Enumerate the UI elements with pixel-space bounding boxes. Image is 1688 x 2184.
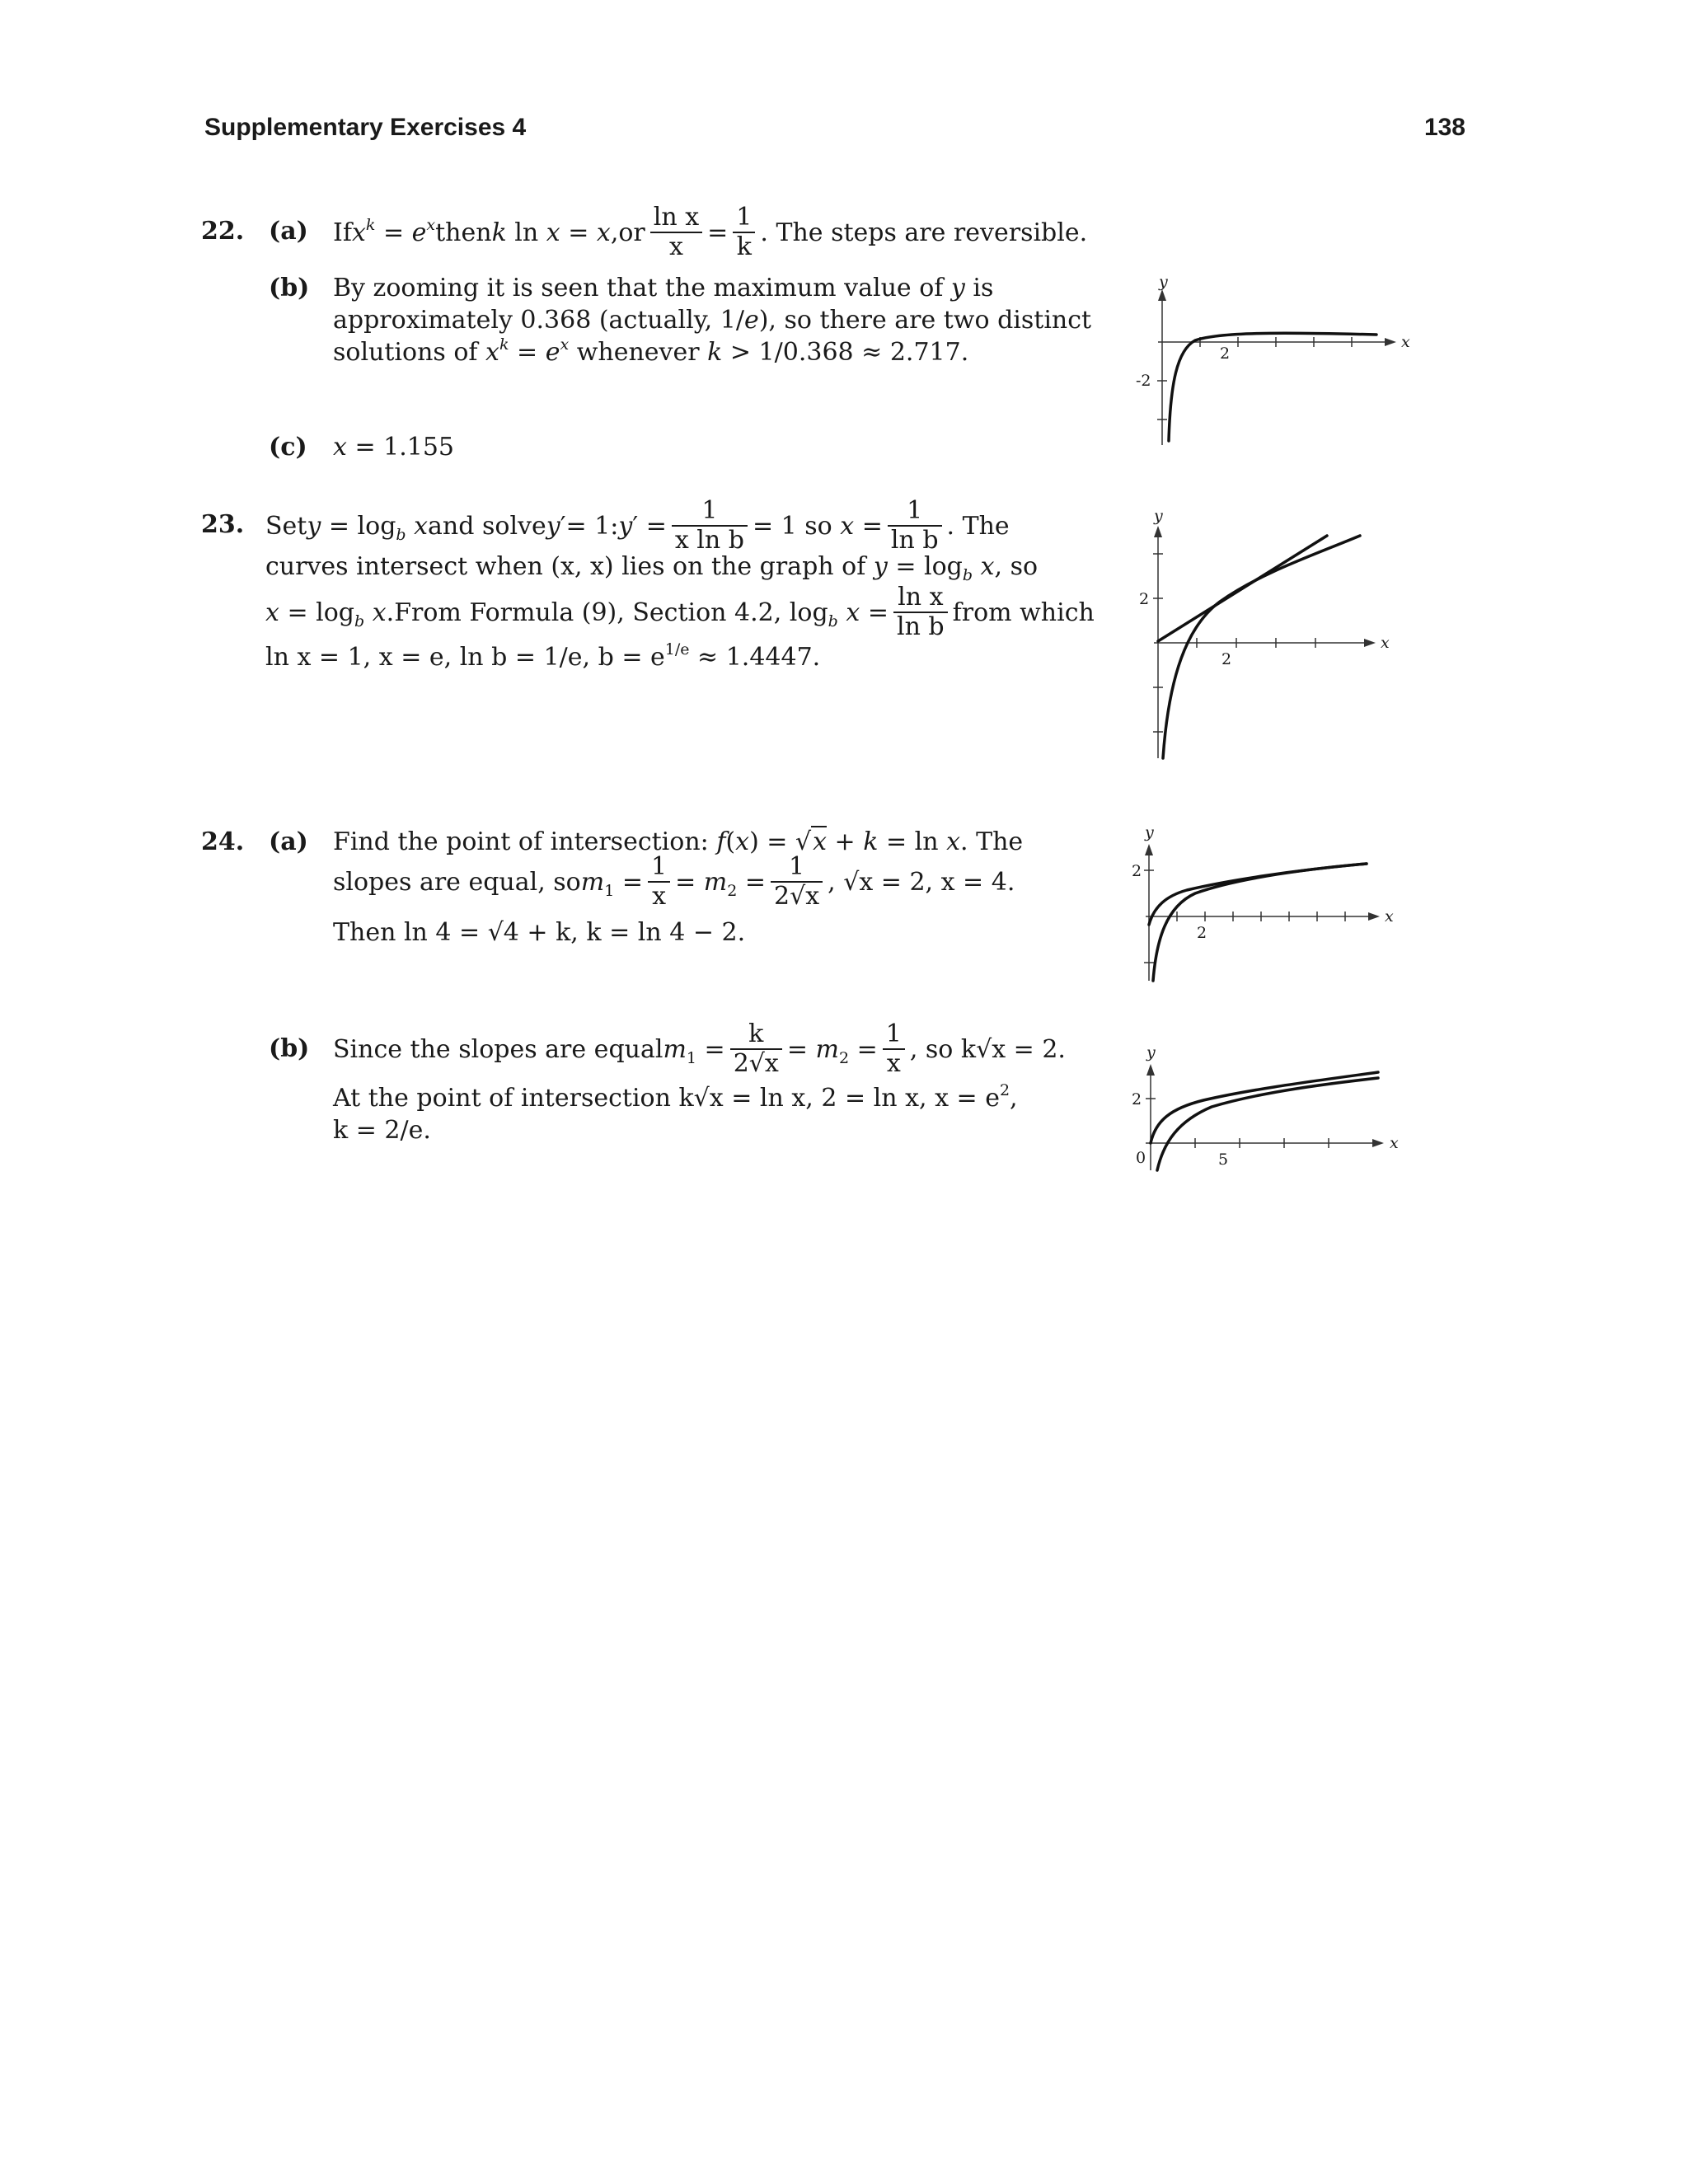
- graph-23: [1129, 507, 1414, 762]
- fraction: [648, 853, 670, 912]
- math: $x = \log_b x$.: [265, 598, 395, 630]
- y-axis-arrow: [1154, 526, 1162, 537]
- text: Since the slopes are equal: [333, 1034, 663, 1064]
- math: y′ =: [618, 511, 667, 541]
- text: ≈ 1.4447.: [689, 643, 821, 672]
- graph-24b: [1129, 1043, 1414, 1191]
- x-axis-label: x: [1390, 1134, 1399, 1152]
- fraction: [672, 497, 748, 555]
- y-tick-label: -2: [1136, 372, 1151, 390]
- y-axis-arrow: [1146, 1064, 1155, 1076]
- fraction: [650, 204, 702, 262]
- denominator: x ln b: [674, 526, 744, 555]
- y-axis-arrow: [1145, 844, 1153, 855]
- ex23-line3: [265, 579, 1095, 645]
- denominator: ln b: [890, 526, 939, 555]
- text: = 1.155: [346, 433, 455, 462]
- ex22b-text: [333, 272, 1091, 368]
- fraction: [893, 583, 948, 642]
- math: = $m_2$ =: [786, 1034, 878, 1067]
- numerator: 1: [888, 497, 942, 527]
- denominator: k: [736, 232, 752, 261]
- x-tick-label: 5: [1218, 1151, 1229, 1169]
- text: = 1:: [565, 511, 619, 541]
- numerator: ln x: [893, 583, 948, 614]
- ex23-line2: [265, 552, 1039, 584]
- text: ln x = 1, x = e, ln b = 1/e, b = e: [265, 643, 665, 672]
- text: . The: [960, 827, 1024, 856]
- text: , so k√x = 2.: [909, 1034, 1066, 1064]
- text: Set: [265, 511, 307, 541]
- ex24a-line3: Then ln 4 = √4 + k, k = ln 4 − 2.: [333, 918, 746, 947]
- superscript: 2: [999, 1081, 1010, 1099]
- text: = 1 so: [752, 511, 832, 541]
- part-label: (b): [269, 274, 310, 302]
- math: e: [743, 306, 759, 335]
- fraction: [883, 1020, 905, 1079]
- y-axis-label: y: [1146, 1043, 1156, 1062]
- part-label: (c): [269, 433, 307, 462]
- x-tick-label: 2: [1197, 924, 1207, 942]
- log-curve: [1157, 1078, 1378, 1170]
- fraction: [733, 204, 755, 262]
- ex23-line1: [265, 493, 1010, 559]
- numerator: 1: [883, 1020, 905, 1051]
- ex22a-text: [333, 199, 1087, 265]
- math: $x^k = e^x$: [485, 335, 570, 367]
- equals: =: [707, 218, 729, 247]
- text: , so: [994, 552, 1039, 581]
- x-axis-label: x: [1401, 333, 1410, 351]
- numerator: 1: [648, 853, 670, 883]
- y-tick-label: 2: [1132, 1090, 1142, 1108]
- text: solutions of: [333, 338, 486, 367]
- text: From Formula (9), Section 4.2,: [394, 598, 782, 627]
- text: > 1/0.368 ≈ 2.717.: [722, 338, 969, 367]
- text: By zooming it is seen that the maximum value of: [333, 274, 951, 302]
- math: $y = \log_b x$: [873, 552, 995, 584]
- part-label: (a): [269, 827, 308, 856]
- page-title: Supplementary Exercises 4: [204, 114, 527, 141]
- part-label: (a): [269, 217, 308, 246]
- math: f(x) = √x + k = ln x: [716, 827, 961, 856]
- y-axis-label: y: [1159, 273, 1168, 291]
- text: , √x = 2, x = 4.: [828, 867, 1015, 897]
- numerator: 1: [672, 497, 748, 527]
- page-number: 138: [1423, 114, 1465, 141]
- part-label: (b): [269, 1034, 310, 1063]
- math: y: [950, 274, 965, 302]
- math: y′: [546, 511, 566, 541]
- x-axis-arrow: [1385, 338, 1396, 346]
- text: If: [333, 218, 352, 247]
- log-curve: [1153, 864, 1367, 981]
- x-tick-label: 2: [1221, 650, 1232, 668]
- origin-label: 0: [1136, 1149, 1146, 1167]
- text: and solve: [428, 511, 546, 541]
- text: ), so there are two distinct: [758, 306, 1092, 335]
- text: . The: [946, 511, 1010, 541]
- y-axis-label: y: [1154, 507, 1163, 525]
- y-axis-arrow: [1158, 289, 1166, 301]
- log-curve: [1163, 536, 1360, 758]
- fraction: [730, 1020, 782, 1079]
- exercise-number: 22.: [201, 217, 245, 246]
- denominator: 2√x: [774, 882, 820, 911]
- ex23-line4: [265, 640, 821, 672]
- superscript: 1/e: [664, 640, 690, 658]
- math: = $m_2$ =: [675, 867, 766, 900]
- text: slopes are equal, so: [333, 867, 581, 897]
- numerator: 1: [733, 204, 755, 234]
- ex24a-line2: [333, 849, 1015, 915]
- math: $m_1$ =: [663, 1034, 725, 1067]
- numerator: ln x: [650, 204, 702, 234]
- math: x =: [840, 511, 883, 541]
- math: $\log_b x$ =: [781, 598, 889, 630]
- ex24b-line1: [333, 1016, 1066, 1082]
- math: k ln x = x,: [491, 218, 619, 247]
- text: At the point of intersection k√x = ln x, 2 = ln x, x = e: [333, 1084, 1000, 1113]
- y-axis-label: y: [1145, 823, 1154, 841]
- x-axis-arrow: [1372, 1139, 1384, 1147]
- numerator: 1: [771, 853, 823, 883]
- text: curves intersect when (x, x) lies on the graph of: [265, 552, 874, 581]
- graph-24a: [1129, 824, 1414, 989]
- fraction: [771, 853, 823, 912]
- y-tick-label: 2: [1132, 862, 1142, 880]
- x-axis-arrow: [1368, 912, 1380, 921]
- text: whenever: [569, 338, 708, 367]
- ex22c-text: x = 1.155: [333, 433, 455, 462]
- sqrt-curve: [1149, 864, 1367, 925]
- text: or: [618, 218, 645, 247]
- ex24b-line3: k = 2/e.: [333, 1116, 431, 1145]
- x-axis-label: x: [1381, 634, 1390, 652]
- denominator: 2√x: [733, 1049, 779, 1078]
- numerator: k: [730, 1020, 782, 1051]
- y-tick-label: 2: [1139, 590, 1150, 608]
- text: is: [964, 274, 994, 302]
- exercise-number: 23.: [201, 510, 245, 539]
- text: ,: [1010, 1084, 1018, 1113]
- denominator: x: [668, 232, 683, 261]
- fraction: [888, 497, 942, 555]
- math: $y = \log_b x$: [307, 511, 429, 544]
- x-axis-arrow: [1364, 639, 1376, 647]
- text: then: [435, 218, 492, 247]
- ex24b-line2: [333, 1081, 1018, 1113]
- text: from which: [952, 598, 1095, 627]
- denominator: ln b: [896, 612, 945, 641]
- x-axis-label: x: [1385, 907, 1394, 926]
- math: k: [707, 338, 723, 367]
- denominator: x: [652, 882, 666, 911]
- math: $m_1$ =: [580, 867, 643, 900]
- x-tick-label: 2: [1220, 344, 1231, 363]
- text: approximately 0.368 (actually, 1/: [333, 306, 744, 335]
- denominator: x: [886, 1049, 901, 1078]
- text: Find the point of intersection:: [333, 827, 717, 856]
- exercise-number: 24.: [201, 827, 245, 856]
- math: $x^k = e^x$: [351, 215, 436, 247]
- curve: [1169, 333, 1376, 441]
- text: . The steps are reversible.: [760, 218, 1088, 247]
- graph-22b: [1129, 273, 1414, 449]
